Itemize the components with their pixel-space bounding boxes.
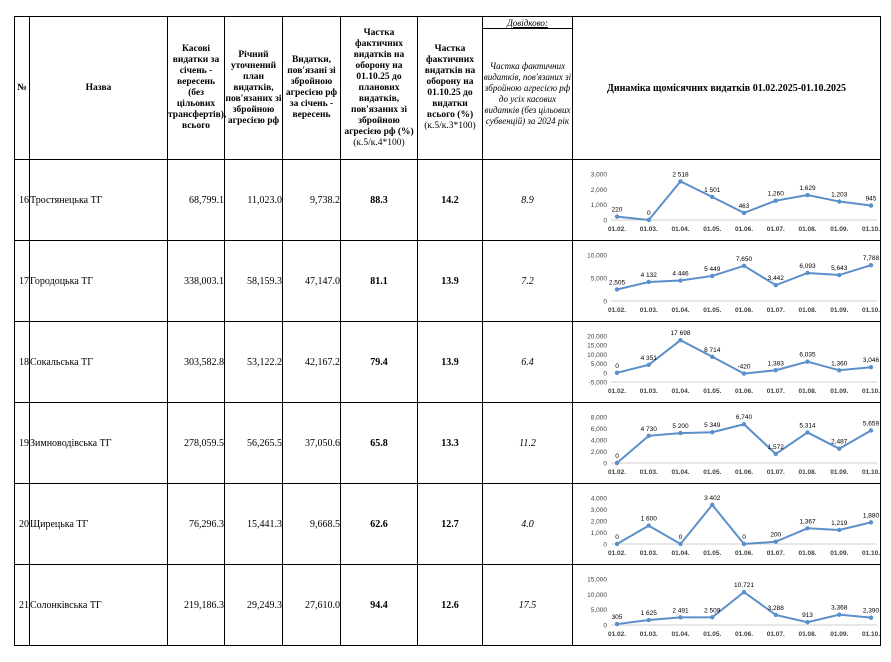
- data-point: [805, 193, 809, 197]
- data-point: [837, 446, 841, 450]
- annual-plan-value: 53,122.2: [225, 322, 283, 403]
- data-point: [647, 280, 651, 284]
- x-tick-label: 01.08.: [798, 631, 817, 638]
- x-tick-label: 01.08.: [798, 307, 817, 314]
- data-point: [742, 590, 746, 594]
- data-point: [805, 430, 809, 434]
- data-point: [647, 363, 651, 367]
- data-label: 17 698: [670, 330, 691, 338]
- data-point: [678, 338, 682, 342]
- x-tick-label: 01.06.: [734, 469, 754, 476]
- x-tick-label: 01.10.: [861, 388, 881, 395]
- data-point: [678, 615, 682, 619]
- reference-share-value: 11.2: [483, 403, 573, 484]
- data-point: [869, 203, 873, 207]
- community-name: Тростянецька ТГ: [30, 160, 168, 241]
- data-point: [869, 365, 873, 369]
- x-tick-label: 01.05.: [703, 307, 722, 314]
- annual-plan-value: 29,249.3: [225, 565, 283, 646]
- y-tick-label: 6,000: [590, 426, 607, 433]
- y-tick-label: 2,000: [590, 518, 607, 526]
- x-tick-label: 01.03.: [639, 631, 658, 638]
- share-of-total-value: 12.7: [418, 484, 483, 565]
- data-label: 4 132: [640, 271, 657, 279]
- x-tick-label: 01.05.: [703, 388, 722, 395]
- data-label: 1,203: [831, 191, 848, 199]
- data-label: 5,643: [831, 265, 848, 273]
- data-point: [647, 434, 651, 438]
- y-tick-label: 8,000: [590, 414, 607, 422]
- x-tick-label: 01.02.: [607, 226, 627, 233]
- x-tick-label: 01.04.: [671, 307, 690, 314]
- data-label: 10,721: [734, 582, 754, 590]
- reference-share-value: 4.0: [483, 484, 573, 565]
- data-label: 7,788: [862, 255, 880, 263]
- x-tick-label: 01.07.: [766, 631, 785, 638]
- data-point: [869, 428, 873, 432]
- data-label: 3,288: [767, 604, 784, 612]
- monthly-dynamics-cell: [573, 484, 881, 565]
- y-tick-label: 2,000: [590, 186, 607, 194]
- x-tick-label: 01.07.: [766, 550, 785, 557]
- header-share-of-total: [418, 17, 483, 160]
- x-tick-label: 01.04.: [671, 388, 690, 395]
- data-label: 6,035: [799, 351, 816, 359]
- data-label: 220: [611, 206, 623, 214]
- data-point: [774, 368, 778, 372]
- share-of-plan-value: 65.8: [341, 403, 418, 484]
- data-point: [869, 263, 873, 267]
- aggression-expenditures-value: 37,050.6: [283, 403, 341, 484]
- x-tick-label: 01.10.: [861, 550, 881, 557]
- share-of-total-value: 13.9: [418, 241, 483, 322]
- data-label: 1,219: [831, 519, 848, 527]
- data-label: 5 200: [672, 423, 689, 431]
- cash-expenditures-value: 303,582.8: [168, 322, 225, 403]
- data-label: 6,093: [799, 262, 816, 270]
- data-point: [774, 283, 778, 287]
- data-label: 1,360: [831, 360, 848, 368]
- data-label: 0: [646, 210, 651, 217]
- data-point: [742, 211, 746, 215]
- data-label: 1,260: [767, 190, 784, 198]
- cash-expenditures-value: 338,003.1: [168, 241, 225, 322]
- share-of-total-value: 12.6: [418, 565, 483, 646]
- data-point: [837, 612, 841, 616]
- data-label: 1,383: [767, 360, 784, 368]
- x-tick-label: 01.10.: [861, 307, 881, 314]
- data-label: 2,487: [831, 438, 848, 446]
- data-point: [869, 615, 873, 619]
- data-point: [678, 179, 682, 183]
- header-reference: Довідково:: [483, 17, 573, 29]
- y-tick-label: 0: [603, 217, 607, 225]
- x-tick-label: 01.06.: [734, 307, 754, 314]
- aggression-expenditures-value: 9,738.2: [283, 160, 341, 241]
- data-label: 0: [742, 534, 746, 541]
- data-label: 1,629: [799, 185, 816, 193]
- x-tick-label: 01.09.: [830, 226, 849, 233]
- header-share-of-plan-formula: (к.5/к.4*100): [353, 137, 405, 148]
- data-point: [805, 271, 809, 275]
- data-point: [742, 264, 746, 268]
- y-tick-label: 15,000: [587, 342, 607, 350]
- data-label: 4 446: [672, 270, 689, 278]
- reference-share-value: 6.4: [483, 322, 573, 403]
- annual-plan-value: 56,265.5: [225, 403, 283, 484]
- data-point: [710, 355, 714, 359]
- data-point: [615, 622, 619, 626]
- data-label: 463: [738, 202, 750, 210]
- y-tick-label: 5,000: [590, 275, 607, 283]
- y-tick-label: 20,000: [587, 333, 607, 341]
- data-label: 2,390: [862, 607, 880, 615]
- data-label: 0: [615, 534, 619, 541]
- data-point: [615, 542, 619, 546]
- y-tick-label: 2,000: [590, 449, 607, 456]
- header-share-of-plan-text: Частка фактичних видатків на оборону на 01.10.25 до планових видатків, пов'язаних зі збройною агресією рф (%): [344, 27, 414, 137]
- row-number: 17: [15, 241, 30, 322]
- x-tick-label: 01.05.: [703, 226, 722, 233]
- data-point: [647, 523, 651, 527]
- data-point: [678, 278, 682, 282]
- data-label: 3,442: [767, 275, 784, 283]
- x-tick-label: 01.07.: [766, 388, 785, 395]
- data-point: [710, 430, 714, 434]
- data-label: 4 351: [640, 354, 657, 362]
- x-tick-label: 01.07.: [766, 469, 785, 476]
- data-point: [678, 431, 682, 435]
- data-label: 945: [865, 195, 877, 203]
- data-point: [774, 452, 778, 456]
- data-label: 1,367: [799, 518, 816, 526]
- x-tick-label: 01.05.: [703, 631, 722, 638]
- y-tick-label: 3,000: [590, 171, 607, 179]
- community-name: Городоцька ТГ: [30, 241, 168, 322]
- y-tick-label: 15,000: [587, 576, 607, 584]
- monthly-dynamics-cell: [573, 403, 881, 484]
- data-label: 1 625: [640, 610, 657, 618]
- community-name: Щирецька ТГ: [30, 484, 168, 565]
- annual-plan-value: 11,023.0: [225, 160, 283, 241]
- x-tick-label: 01.02.: [607, 550, 627, 557]
- reference-share-value: 17.5: [483, 565, 573, 646]
- data-label: 5,659: [862, 420, 880, 428]
- x-tick-label: 01.02.: [607, 469, 627, 476]
- header-share-of-plan: [341, 17, 418, 160]
- data-point: [742, 422, 746, 426]
- data-label: 8 714: [704, 346, 721, 354]
- data-label: 200: [770, 531, 782, 539]
- table-row: [15, 484, 881, 565]
- share-of-plan-value: 94.4: [341, 565, 418, 646]
- table-row: [15, 322, 881, 403]
- x-tick-label: 01.03.: [639, 469, 658, 476]
- data-point: [615, 214, 619, 218]
- cash-expenditures-value: 68,799.1: [168, 160, 225, 241]
- data-point: [710, 503, 714, 507]
- data-label: 1 501: [704, 186, 721, 194]
- y-tick-label: 4,000: [590, 495, 607, 503]
- data-point: [647, 218, 651, 222]
- data-point: [742, 542, 746, 546]
- x-tick-label: 01.06.: [734, 550, 754, 557]
- data-label: 7,650: [735, 255, 753, 263]
- x-tick-label: 01.02.: [607, 388, 627, 395]
- x-tick-label: 01.02.: [607, 631, 627, 638]
- x-tick-label: 01.06.: [734, 226, 754, 233]
- aggression-expenditures-value: 42,167.2: [283, 322, 341, 403]
- data-point: [774, 613, 778, 617]
- community-name: Солонківська ТГ: [30, 565, 168, 646]
- share-of-plan-value: 88.3: [341, 160, 418, 241]
- data-point: [774, 540, 778, 544]
- data-label: 305: [611, 614, 623, 622]
- header-number: №: [15, 17, 30, 160]
- data-label: 3 402: [704, 494, 721, 502]
- monthly-dynamics-chart: [573, 164, 891, 236]
- y-tick-label: 5,000: [590, 361, 607, 369]
- x-tick-label: 01.05.: [703, 469, 722, 476]
- data-label: 0: [615, 362, 619, 370]
- data-point: [647, 618, 651, 622]
- data-point: [837, 199, 841, 203]
- data-label: 0: [615, 453, 619, 460]
- x-tick-label: 01.10.: [861, 469, 881, 476]
- monthly-dynamics-cell: [573, 160, 881, 241]
- y-tick-label: 0: [603, 541, 607, 549]
- row-number: 20: [15, 484, 30, 565]
- data-label: 3,368: [831, 604, 848, 612]
- y-tick-label: 1,000: [590, 530, 607, 537]
- data-point: [774, 198, 778, 202]
- reference-share-value: 7.2: [483, 241, 573, 322]
- defense-spending-table: [14, 16, 881, 646]
- header-share-of-total-formula: (к.5/к.3*100): [424, 121, 476, 131]
- data-point: [837, 528, 841, 532]
- row-number: 16: [15, 160, 30, 241]
- row-number: 18: [15, 322, 30, 403]
- header-chart: Динаміка щомісячних видатків 01.02.2025-01.10.2025: [573, 17, 881, 160]
- table-row: [15, 565, 881, 646]
- x-tick-label: 01.03.: [639, 550, 658, 557]
- data-point: [805, 526, 809, 530]
- cash-expenditures-value: 219,186.3: [168, 565, 225, 646]
- table-row: [15, 403, 881, 484]
- data-label: -420: [737, 363, 751, 371]
- y-tick-label: 0: [603, 370, 607, 378]
- x-tick-label: 01.07.: [766, 226, 785, 233]
- data-label: 913: [802, 612, 813, 620]
- y-tick-label: 0: [603, 622, 607, 630]
- monthly-dynamics-chart: [573, 326, 891, 398]
- aggression-expenditures-value: 9,668.5: [283, 484, 341, 565]
- x-tick-label: 01.07.: [766, 307, 785, 314]
- data-label: 2 509: [704, 607, 721, 615]
- data-point: [710, 195, 714, 199]
- share-of-total-value: 14.2: [418, 160, 483, 241]
- data-point: [615, 461, 619, 465]
- share-of-total-value: 13.9: [418, 322, 483, 403]
- data-label: 1 600: [640, 515, 657, 523]
- data-point: [805, 620, 809, 624]
- x-tick-label: 01.03.: [639, 226, 658, 233]
- table-row: [15, 241, 881, 322]
- header-reference-share: Частка фактичних видатків, пов'язаних зі збройною агресією рф до усіх касових видатків (без цільових субвенцій) за 2024 рік: [483, 29, 573, 160]
- cash-expenditures-value: 278,059.5: [168, 403, 225, 484]
- reference-share-value: 8.9: [483, 160, 573, 241]
- data-label: 0: [678, 534, 683, 541]
- x-tick-label: 01.04.: [671, 550, 690, 557]
- y-tick-label: 3,000: [590, 507, 607, 514]
- x-tick-label: 01.03.: [639, 388, 658, 395]
- y-tick-label: 1,000: [590, 202, 607, 210]
- data-point: [837, 368, 841, 372]
- data-point: [837, 273, 841, 277]
- y-tick-label: 0: [603, 298, 607, 306]
- x-tick-label: 01.09.: [830, 307, 849, 314]
- header-aggression-expenditures: Видатки, пов'язані зі збройною агресією рф за січень - вересень: [283, 17, 341, 160]
- y-tick-label: 10,000: [587, 351, 607, 359]
- y-tick-label: 5,000: [590, 607, 607, 615]
- data-point: [615, 287, 619, 291]
- x-tick-label: 01.09.: [830, 469, 849, 476]
- x-tick-label: 01.09.: [830, 631, 849, 638]
- x-tick-label: 01.10.: [861, 631, 881, 638]
- share-of-total-value: 13.3: [418, 403, 483, 484]
- data-point: [805, 359, 809, 363]
- data-label: 5 349: [704, 422, 721, 430]
- data-point: [710, 615, 714, 619]
- monthly-dynamics-chart: [573, 407, 891, 479]
- x-tick-label: 01.05.: [703, 550, 722, 557]
- x-tick-label: 01.04.: [671, 631, 690, 638]
- x-tick-label: 01.09.: [830, 388, 849, 395]
- x-tick-label: 01.10.: [861, 226, 881, 233]
- y-tick-label: -5,000: [588, 379, 607, 387]
- row-number: 19: [15, 403, 30, 484]
- data-point: [742, 371, 746, 375]
- x-tick-label: 01.08.: [798, 469, 817, 476]
- share-of-plan-value: 79.4: [341, 322, 418, 403]
- table-row: [15, 160, 881, 241]
- header-name: Назва: [30, 17, 168, 160]
- x-tick-label: 01.08.: [798, 226, 817, 233]
- monthly-dynamics-cell: [573, 241, 881, 322]
- x-tick-label: 01.06.: [734, 388, 754, 395]
- x-tick-label: 01.04.: [671, 469, 690, 476]
- community-name: Зимноводівська ТГ: [30, 403, 168, 484]
- x-tick-label: 01.08.: [798, 550, 817, 557]
- y-tick-label: 0: [603, 460, 607, 468]
- data-point: [615, 371, 619, 375]
- x-tick-label: 01.09.: [830, 550, 849, 557]
- data-label: 5,314: [799, 422, 816, 430]
- data-label: 6,740: [735, 414, 753, 422]
- data-label: 1,572: [767, 443, 784, 451]
- data-label: 2 491: [672, 607, 689, 615]
- data-label: 4 730: [640, 425, 657, 433]
- aggression-expenditures-value: 47,147.0: [283, 241, 341, 322]
- data-label: 3,046: [862, 357, 880, 365]
- annual-plan-value: 58,159.3: [225, 241, 283, 322]
- y-tick-label: 4,000: [590, 437, 607, 445]
- data-label: 1,880: [862, 512, 880, 520]
- x-tick-label: 01.06.: [734, 631, 754, 638]
- data-point: [710, 274, 714, 278]
- data-label: 2 518: [672, 171, 689, 179]
- row-number: 21: [15, 565, 30, 646]
- x-tick-label: 01.02.: [607, 307, 627, 314]
- header-annual-plan: Річний уточнений план видатків, пов'язаних зі збройною агресією рф: [225, 17, 283, 160]
- monthly-dynamics-chart: [573, 488, 891, 560]
- cash-expenditures-value: 76,296.3: [168, 484, 225, 565]
- annual-plan-value: 15,441.3: [225, 484, 283, 565]
- monthly-dynamics-cell: [573, 565, 881, 646]
- monthly-dynamics-chart: [573, 569, 891, 641]
- data-label: 5 449: [704, 265, 721, 273]
- monthly-dynamics-chart: [573, 245, 891, 317]
- data-point: [869, 520, 873, 524]
- header-cash-expenditures: Касові видатки за січень - вересень (без цільових трансфертів), всього: [168, 17, 225, 160]
- share-of-plan-value: 62.6: [341, 484, 418, 565]
- header-share-of-total-text: Частка фактичних видатків на оборону на 01.10.25 до видатки всього (%): [424, 44, 476, 120]
- data-label: 2,505: [608, 279, 626, 287]
- y-tick-label: 10,000: [587, 252, 607, 260]
- y-tick-label: 10,000: [587, 591, 607, 599]
- community-name: Сокальська ТГ: [30, 322, 168, 403]
- x-tick-label: 01.03.: [639, 307, 658, 314]
- share-of-plan-value: 81.1: [341, 241, 418, 322]
- monthly-dynamics-cell: [573, 322, 881, 403]
- x-tick-label: 01.04.: [671, 226, 690, 233]
- aggression-expenditures-value: 27,610.0: [283, 565, 341, 646]
- data-point: [678, 542, 682, 546]
- x-tick-label: 01.08.: [798, 388, 817, 395]
